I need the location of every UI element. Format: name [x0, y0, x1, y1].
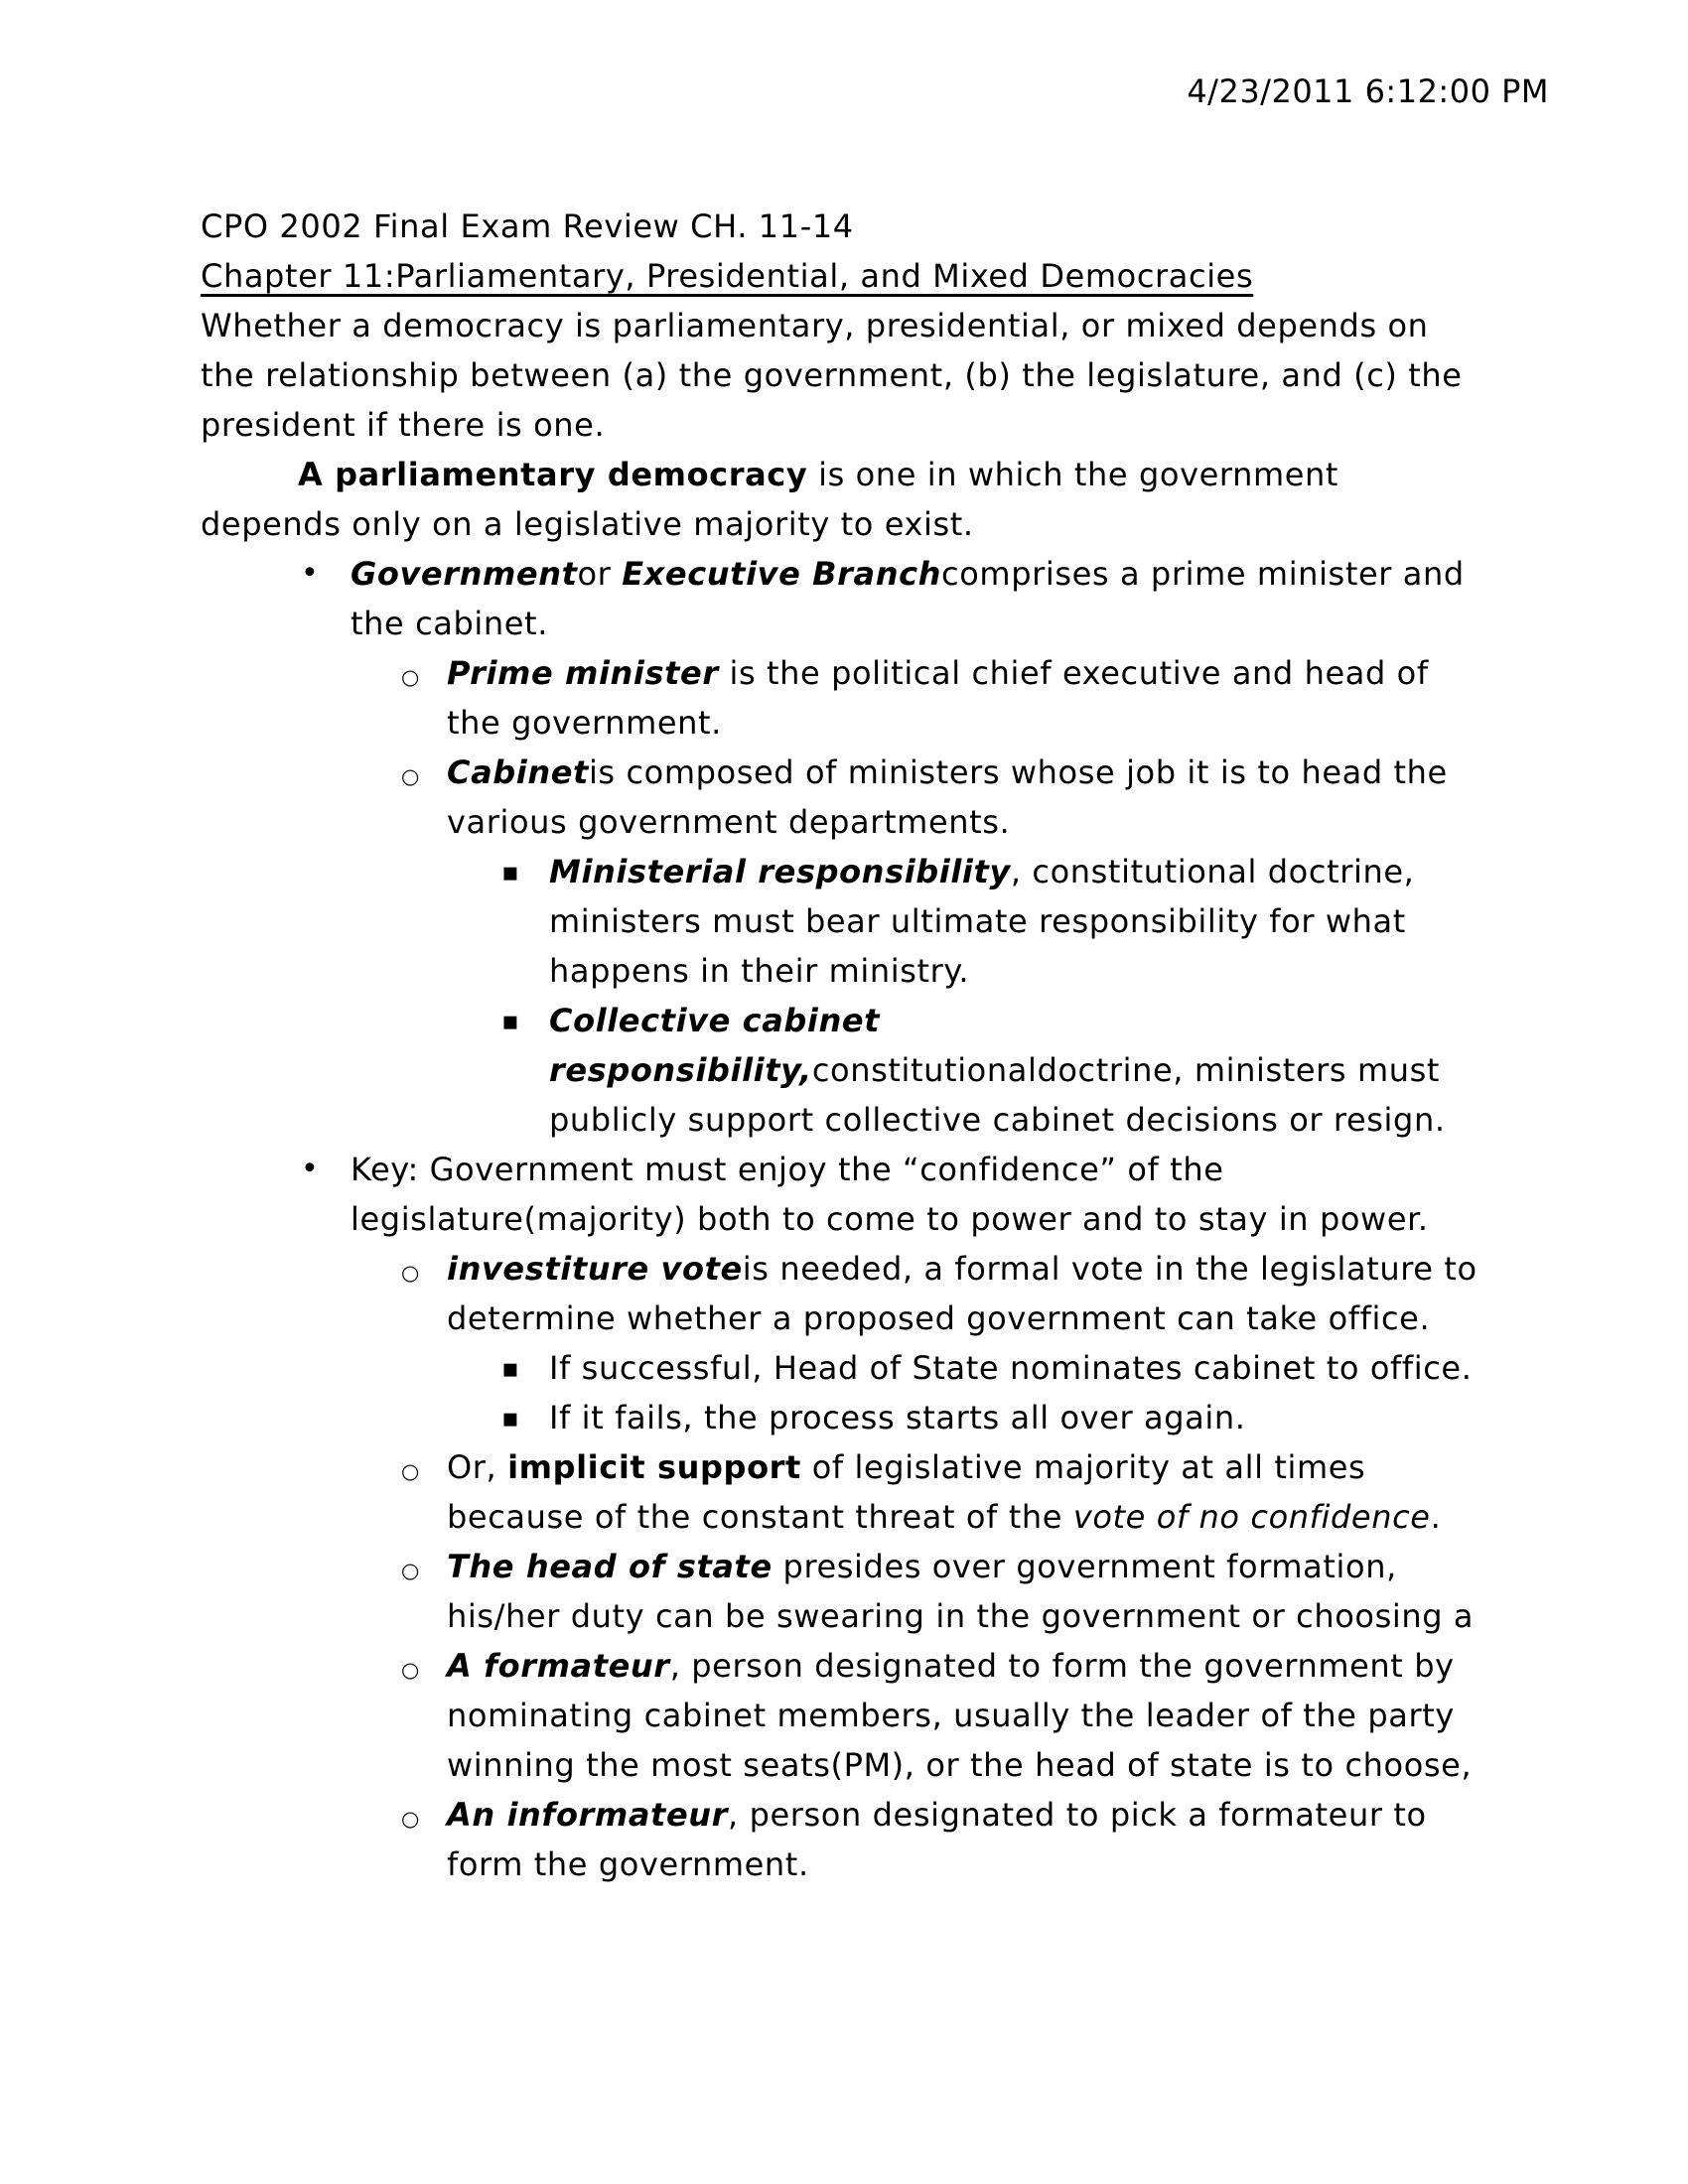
text-segment: winning the most seats(PM), or the head of state is to choose,	[447, 1746, 1473, 1784]
doc-line	[0, 202, 1688, 251]
doc-line	[0, 1790, 1688, 1840]
doc-line	[0, 1393, 1688, 1442]
text-segment: vote of no confidence	[1072, 1498, 1431, 1536]
doc-line	[0, 301, 1688, 350]
doc-line	[0, 499, 1688, 549]
doc-line	[0, 748, 1688, 797]
bullet-circle-icon: ○	[401, 1261, 420, 1285]
text-segment: presides over government formation,	[772, 1548, 1397, 1585]
doc-line	[0, 400, 1688, 450]
doc-line	[0, 698, 1688, 748]
text-segment: CPO 2002 Final Exam Review CH. 11-14	[201, 207, 854, 245]
text-segment: president if there is one.	[201, 406, 606, 444]
bullet-circle-icon: ○	[401, 764, 420, 788]
text-segment: If it fails, the process starts all over again.	[549, 1399, 1246, 1436]
text-segment: the government.	[447, 704, 722, 742]
bullet-square-icon: ▪	[501, 858, 520, 887]
bullet-circle-icon: ○	[401, 1459, 420, 1483]
text-segment: implicit support	[507, 1448, 801, 1486]
doc-line	[0, 946, 1688, 996]
text-segment: because of the constant threat of the	[447, 1498, 1073, 1536]
text-segment: Ministerial responsibility	[549, 853, 1011, 890]
text-segment: constitutionaldoctrine, ministers must	[811, 1051, 1441, 1089]
text-segment: The head of state	[447, 1548, 773, 1585]
text-segment: Government	[351, 555, 578, 593]
text-segment: determine whether a proposed government can take office.	[447, 1299, 1431, 1337]
doc-line	[0, 996, 1688, 1045]
text-segment: Or,	[447, 1448, 508, 1486]
bullet-circle-icon: ○	[401, 1559, 420, 1582]
bullet-square-icon: ▪	[501, 1007, 520, 1036]
text-segment: Collective cabinet	[549, 1002, 881, 1039]
text-segment: or	[577, 555, 623, 593]
doc-line	[0, 847, 1688, 896]
text-segment: , person designated to pick a formateur to	[728, 1796, 1427, 1834]
timestamp: 4/23/2011 6:12:00 PM	[1187, 72, 1549, 110]
doc-line	[0, 1740, 1688, 1790]
text-segment: An informateur	[447, 1796, 729, 1834]
bullet-circle-icon: ○	[401, 1658, 420, 1682]
text-segment: responsibility,	[549, 1051, 812, 1089]
text-segment: investiture vote	[447, 1250, 743, 1288]
bullet-square-icon: ▪	[501, 1354, 520, 1384]
text-segment: various government departments.	[447, 803, 1011, 841]
text-segment: is composed of ministers whose job it is to head the	[588, 753, 1448, 791]
text-segment: Cabinet	[447, 753, 589, 791]
text-segment: , constitutional doctrine,	[1010, 853, 1415, 890]
text-segment: , person designated to form the government by	[669, 1647, 1455, 1685]
text-segment: comprises a prime minister and	[941, 555, 1465, 593]
doc-line	[0, 1442, 1688, 1492]
text-segment: legislature(majority) both to come to power and to stay in power.	[351, 1200, 1429, 1238]
doc-line	[0, 1542, 1688, 1591]
doc-line	[0, 450, 1688, 499]
doc-line	[0, 1095, 1688, 1145]
doc-line	[0, 1492, 1688, 1542]
bullet-circle-icon: ○	[401, 665, 420, 689]
doc-line	[0, 1145, 1688, 1194]
text-segment: Whether a democracy is parliamentary, presidential, or mixed depends on	[201, 307, 1429, 344]
text-segment: of legislative majority at all times	[800, 1448, 1366, 1486]
doc-line	[0, 1591, 1688, 1641]
document-body	[0, 202, 1688, 1889]
text-segment: is the political chief executive and head of	[718, 654, 1429, 692]
text-segment: If successful, Head of State nominates cabinet to office.	[549, 1349, 1473, 1387]
text-segment: nominating cabinet members, usually the leader of the party	[447, 1697, 1455, 1734]
doc-line	[0, 1691, 1688, 1740]
doc-line	[0, 1294, 1688, 1343]
doc-line	[0, 549, 1688, 599]
bullet-disc-icon: •	[301, 1152, 320, 1186]
doc-line	[0, 1840, 1688, 1889]
text-segment: his/her duty can be swearing in the government or choosing a	[447, 1597, 1475, 1635]
bullet-square-icon: ▪	[501, 1404, 520, 1433]
text-segment: Chapter 11:Parliamentary, Presidential, and Mixed Democracies	[201, 257, 1254, 295]
text-segment: Key: Government must enjoy the “confidence” of the	[351, 1151, 1224, 1188]
text-segment: the relationship between (a) the government, (b) the legislature, and (c) the	[201, 356, 1463, 394]
text-segment: Prime minister	[447, 654, 719, 692]
bullet-disc-icon: •	[301, 556, 320, 591]
doc-line	[0, 797, 1688, 847]
text-segment: .	[1430, 1498, 1442, 1536]
doc-line	[0, 599, 1688, 648]
text-segment: ministers must bear ultimate responsibility for what	[549, 902, 1406, 940]
text-segment: depends only on a legislative majority to exist.	[201, 505, 974, 543]
text-segment: A parliamentary democracy	[298, 456, 808, 493]
text-segment: is needed, a formal vote in the legislature to	[742, 1250, 1477, 1288]
text-segment: happens in their ministry.	[549, 952, 970, 990]
text-segment: publicly support collective cabinet decisions or resign.	[549, 1101, 1446, 1139]
doc-line	[0, 1343, 1688, 1393]
text-segment: is one in which the government	[807, 456, 1339, 493]
doc-line	[0, 1244, 1688, 1294]
doc-line	[0, 251, 1688, 301]
bullet-circle-icon: ○	[401, 1807, 420, 1831]
doc-line	[0, 896, 1688, 946]
text-segment: Executive Branch	[622, 555, 942, 593]
text-segment: A formateur	[447, 1647, 670, 1685]
doc-line	[0, 1641, 1688, 1691]
doc-line	[0, 350, 1688, 400]
doc-line	[0, 648, 1688, 698]
doc-line	[0, 1045, 1688, 1095]
text-segment: the cabinet.	[351, 605, 548, 642]
text-segment: form the government.	[447, 1845, 809, 1883]
doc-line	[0, 1194, 1688, 1244]
